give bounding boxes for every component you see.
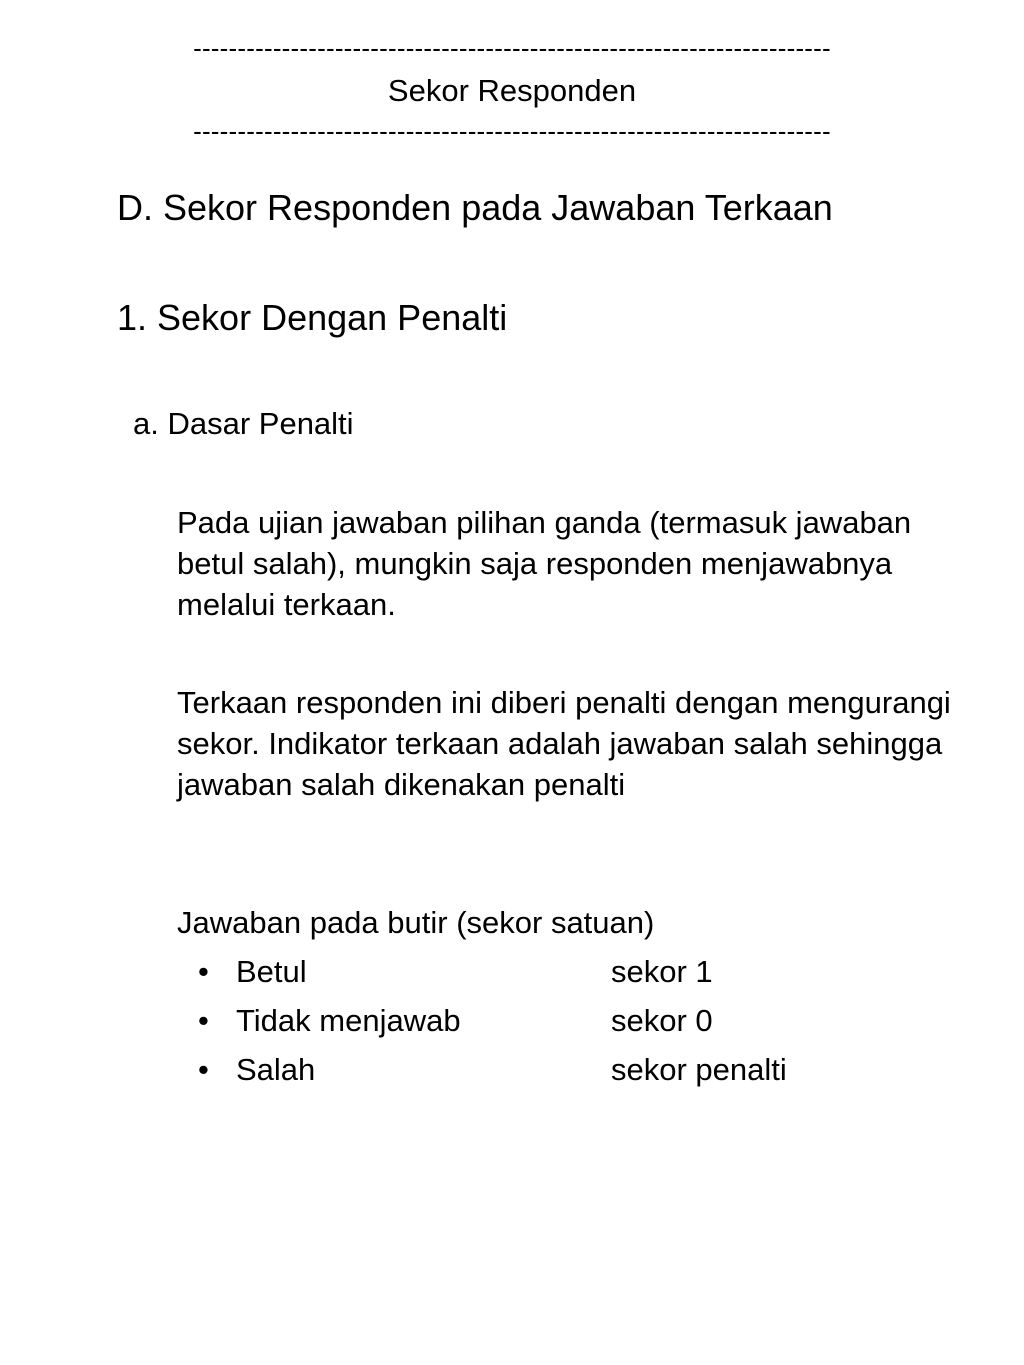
answer-type-label: Betul [236, 954, 307, 989]
minor-heading: a. Dasar Penalti [133, 406, 354, 441]
section-heading: D. Sekor Responden pada Jawaban Terkaan [117, 187, 833, 228]
bullet-icon: • [198, 954, 209, 989]
bullet-icon: • [198, 1052, 209, 1087]
score-value: sekor penalti [611, 1052, 787, 1087]
score-value: sekor 1 [611, 954, 713, 989]
subsection-heading: 1. Sekor Dengan Penalti [117, 297, 508, 338]
paragraph-guessing: Pada ujian jawaban pilihan ganda (termasuk jawaban betul salah), mungkin saja responden menjawabnya melalui terkaan. [177, 505, 912, 622]
paragraph-penalty: Terkaan responden ini diberi penalti dengan mengurangi sekor. Indikator terkaan adalah jawaban salah sehingga jawaban salah dikenakan penalti [177, 685, 951, 802]
answer-type-label: Tidak menjawab [236, 1003, 461, 1038]
header-divider-top: ------------------------------------------------------------------------ [193, 33, 831, 63]
page-title: Sekor Responden [387, 73, 637, 108]
answer-type-label: Salah [236, 1052, 316, 1087]
bullet-icon: • [198, 1003, 209, 1038]
score-value: sekor 0 [611, 1003, 713, 1038]
paragraph-scoring-intro: Jawaban pada butir (sekor satuan) [177, 905, 655, 940]
header-divider-bottom: ------------------------------------------------------------------------ [193, 116, 831, 146]
